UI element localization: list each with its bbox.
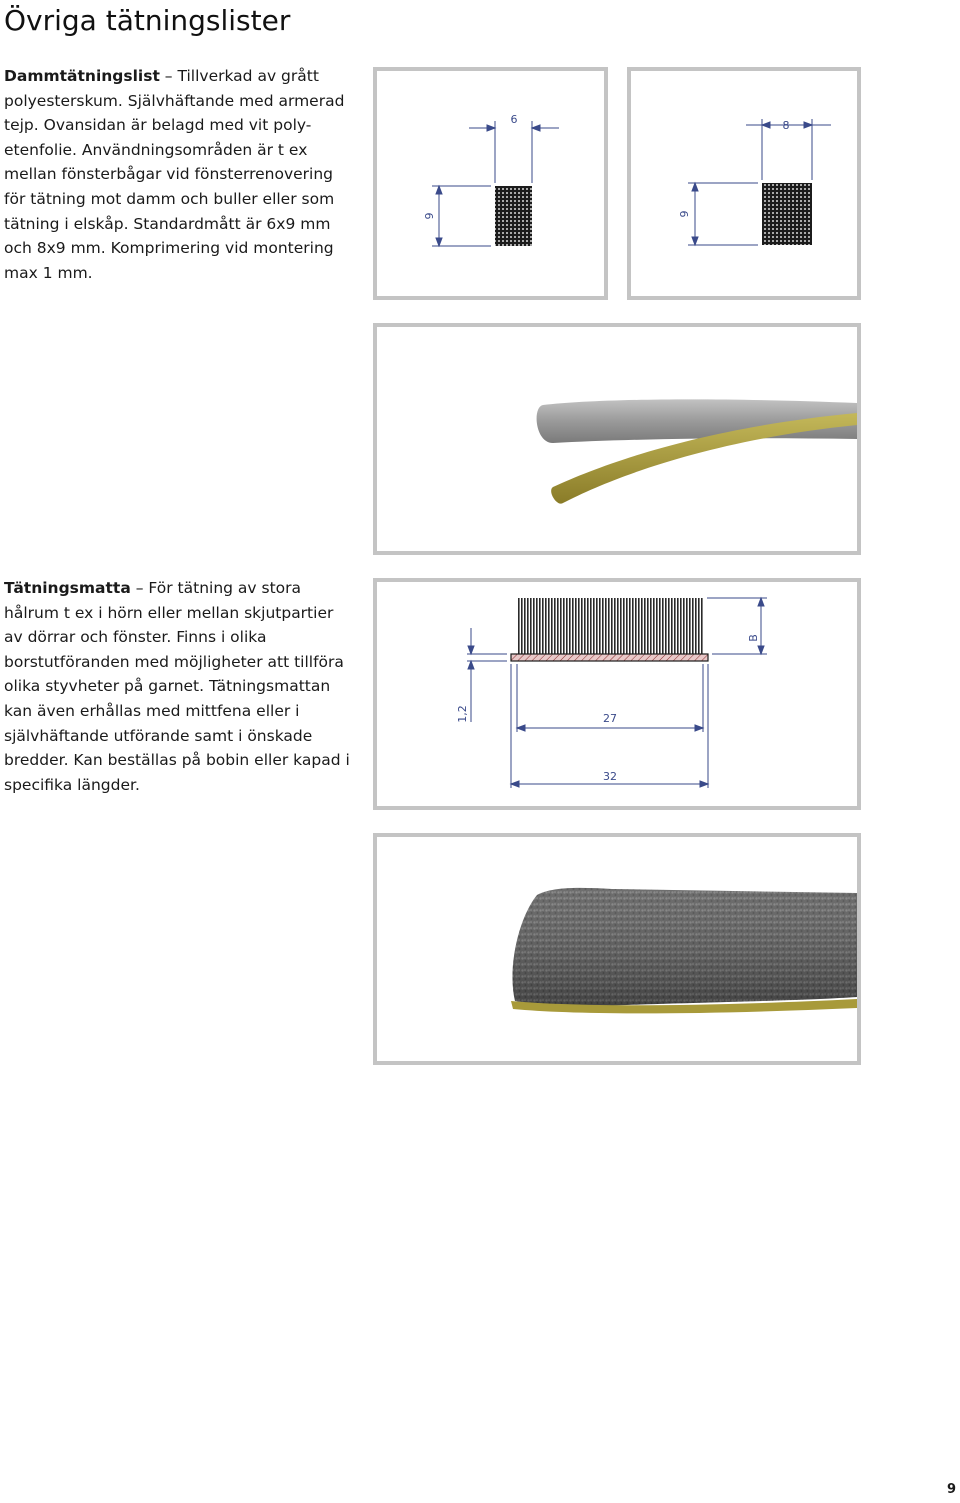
dust-seal-photo bbox=[373, 323, 861, 555]
section-heading: Dammtätningslist bbox=[4, 67, 160, 85]
mat-backing bbox=[511, 654, 708, 661]
section-paragraph bbox=[4, 64, 354, 285]
dim-width-label: 8 bbox=[782, 119, 790, 132]
strip-cross-section-b bbox=[631, 71, 857, 296]
dim-outer-width-label: 32 bbox=[603, 770, 617, 783]
section-dust-seal bbox=[4, 64, 354, 285]
dim-brush-height-label: B bbox=[747, 634, 760, 642]
section-separator: – bbox=[130, 579, 149, 597]
dim-height-label: 9 bbox=[678, 210, 691, 218]
dim-inner-width-label: 27 bbox=[603, 712, 617, 725]
foam-profile bbox=[495, 186, 532, 246]
brush-fibres bbox=[517, 598, 703, 654]
cross-section-frame-a bbox=[373, 67, 608, 300]
section-seal-mat bbox=[4, 576, 354, 797]
section-heading: Tätningsmatta bbox=[4, 579, 131, 597]
section-body: För tätning av stora hålrum t ex i hörn eller mellan skjutpartier av dörrar och fönster. Finns i olika borstutföranden med möjligheter att tillföra olika styvheter på garnet. Tätningsmattan kan även erhållas med mittfena eller i självhäftande utförande samt i önskade bredder. Kan beställas på bobin eller kapad i specifika längder. bbox=[4, 579, 350, 794]
section-paragraph bbox=[4, 576, 354, 797]
page-title: Övriga tätningslister bbox=[4, 4, 291, 37]
mat-diagram-frame bbox=[373, 578, 861, 810]
page-number: 9 bbox=[946, 1482, 956, 1497]
mat-cross-section bbox=[377, 582, 857, 806]
dim-backing-label: 1,2 bbox=[456, 705, 469, 723]
dim-width-label: 6 bbox=[510, 113, 518, 126]
section-separator: – bbox=[159, 67, 178, 85]
cross-section-frame-b bbox=[627, 67, 861, 300]
section-body: Tillverkad av grått polyesterskum. Självhäftande med armerad tejp. Ovansidan är belagd med vit poly-etenfolie. Användningsområden är t ex mellan fönsterbågar vid fönsterrenovering för tätning mot damm och buller eller som tätning i elskåp. Standardmått är 6x9 mm och 8x9 mm. Komprimering vid montering max 1 mm. bbox=[4, 67, 345, 282]
seal-mat-illustration bbox=[377, 837, 857, 1061]
dim-height-label: 9 bbox=[423, 212, 436, 220]
foam-strip-illustration bbox=[377, 327, 857, 551]
foam-profile bbox=[762, 183, 812, 245]
seal-mat-photo bbox=[373, 833, 861, 1065]
strip-cross-section-a bbox=[377, 71, 604, 296]
